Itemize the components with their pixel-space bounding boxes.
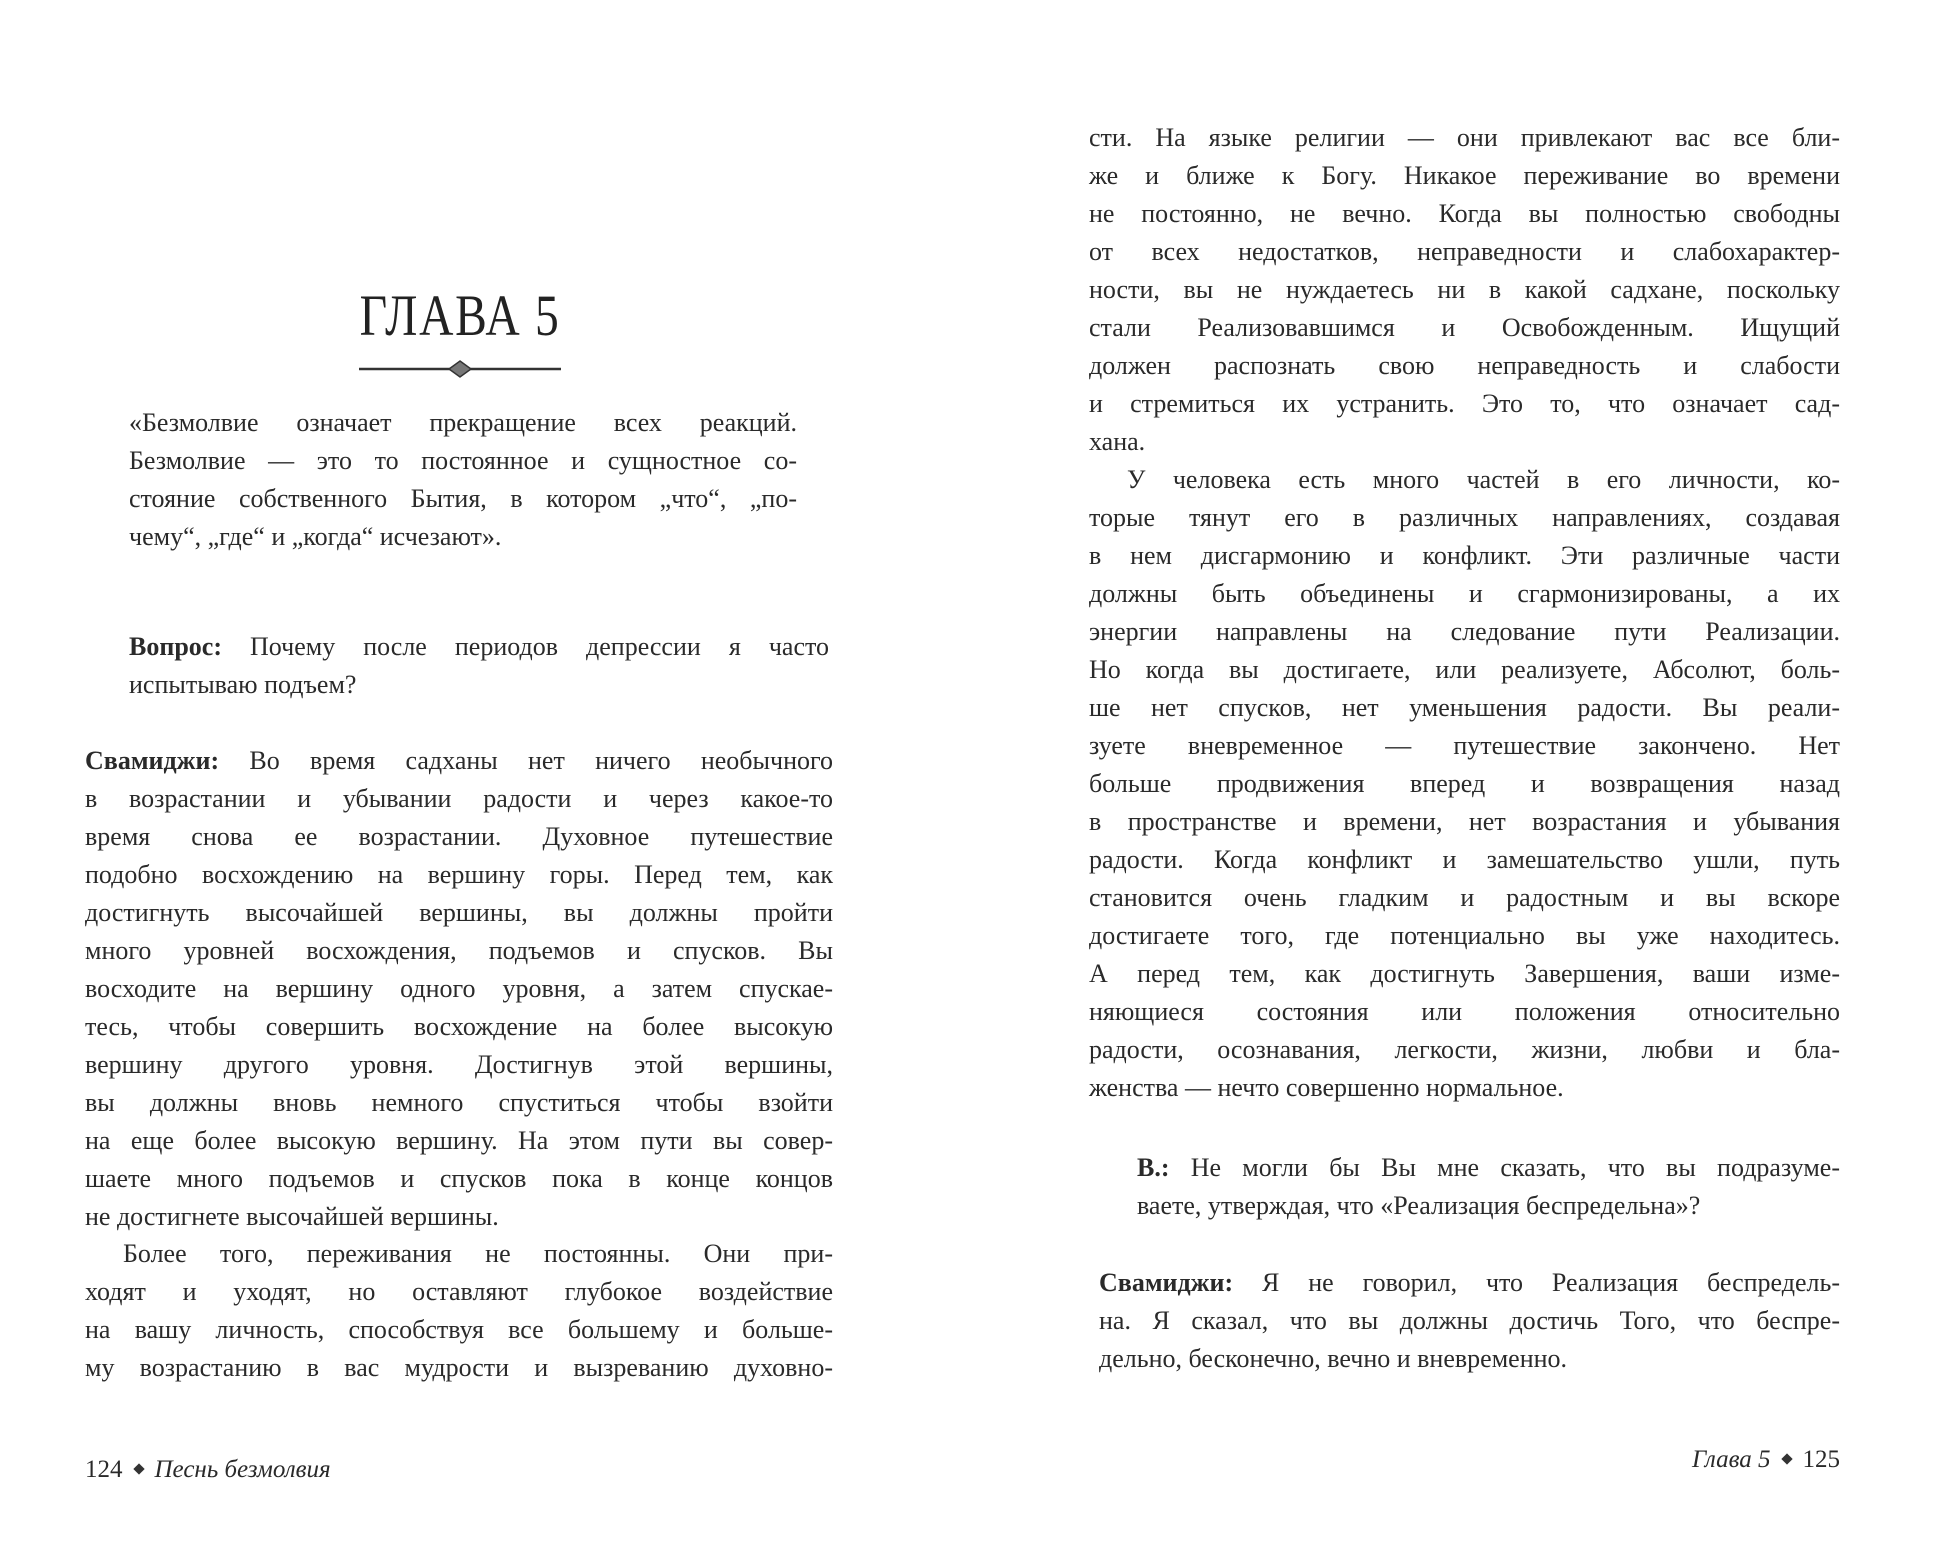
speaker-label: В.: bbox=[1137, 1153, 1170, 1182]
text-line: сти. На языке религии — они привлекают вас все бли- bbox=[1089, 123, 1840, 152]
text-line: в нем дисгармонию и конфликт. Эти различные части bbox=[1089, 541, 1840, 570]
text-line: ше нет спусков, нет уменьшения радости. Вы реали- bbox=[1089, 693, 1840, 722]
text-line bbox=[129, 628, 829, 666]
chapter-title: ГЛАВА 5 bbox=[359, 283, 561, 348]
text-line: в возрастании и убывании радости и через какое-то bbox=[85, 784, 833, 813]
text-line: стали Реализовавшимся и Освобожденным. Ищущий bbox=[1089, 313, 1840, 342]
question-paragraph bbox=[129, 628, 829, 704]
text-line: Более того, переживания не постоянны. Они при- bbox=[123, 1239, 833, 1268]
diamond-icon bbox=[1781, 1453, 1792, 1464]
text-line: радости. Когда конфликт и замешательство ушли, путь bbox=[1089, 845, 1840, 874]
answer-paragraph bbox=[1099, 1264, 1840, 1378]
text-line: Но когда вы достигаете, или реализуете, Абсолют, боль- bbox=[1089, 655, 1840, 684]
text-line: му возрастанию в вас мудрости и вызреванию духовно- bbox=[85, 1353, 833, 1382]
text-line: время снова ее возрастании. Духовное путешествие bbox=[85, 822, 833, 851]
text-line: на вашу личность, способствуя все большему и больше- bbox=[85, 1315, 833, 1344]
diamond-icon bbox=[133, 1463, 144, 1474]
text-line: должны быть объединены и сгармонизированы, а их bbox=[1089, 579, 1840, 608]
text-line bbox=[1137, 1149, 1840, 1187]
text-line: подобно восхождению на вершину горы. Перед тем, как bbox=[85, 860, 833, 889]
body-paragraph bbox=[1089, 461, 1840, 1107]
text-line: не постоянно, не вечно. Когда вы полностью свободны bbox=[1089, 199, 1840, 228]
text-line: от всех недостатков, неправедности и слабохарактер- bbox=[1089, 237, 1840, 266]
text-line: ности, вы не нуждаетесь ни в какой садхане, поскольку bbox=[1089, 275, 1840, 304]
right-page-footer bbox=[1692, 1446, 1840, 1474]
text-line: в пространстве и времени, нет возрастания и убывания bbox=[1089, 807, 1840, 836]
text-line: чему“, „где“ и „когда“ исчезают». bbox=[129, 522, 502, 551]
text-line: радости, осознавания, легкости, жизни, любви и бла- bbox=[1089, 1035, 1840, 1064]
text-line: няющиеся состояния или положения относительно bbox=[1089, 997, 1840, 1026]
line-text: Не могли бы Вы мне сказать, что вы подразуме- bbox=[1169, 1153, 1840, 1182]
text-line: дельно, бесконечно, вечно и вневременно. bbox=[1099, 1344, 1568, 1373]
text-line: испытываю подъем? bbox=[129, 670, 357, 699]
text-line: Безмолвие — это то постоянное и сущностное со- bbox=[129, 446, 797, 475]
question-paragraph bbox=[1137, 1149, 1840, 1225]
line-text: Во время садханы нет ничего необычного bbox=[219, 746, 833, 775]
text-line: ходят и уходят, но оставляют глубокое воздействие bbox=[85, 1277, 833, 1306]
text-line: восходите на вершину одного уровня, а затем спускае- bbox=[85, 974, 833, 1003]
text-line: стояние собственного Бытия, в котором „что“, „по- bbox=[129, 484, 797, 513]
text-line: торые тянут его в различных направлениях, создавая bbox=[1089, 503, 1840, 532]
text-line bbox=[1099, 1264, 1840, 1302]
speaker-label: Свамиджи: bbox=[85, 746, 220, 775]
text-line: же и ближе к Богу. Никакое переживание во времени bbox=[1089, 161, 1840, 190]
text-line bbox=[85, 742, 833, 780]
text-line: тесь, чтобы совершить восхождение на более высокую bbox=[85, 1012, 833, 1041]
text-line: и стремиться их устранить. Это то, что означает сад- bbox=[1089, 389, 1840, 418]
running-title: Глава 5 bbox=[1691, 1446, 1771, 1473]
text-line: становится очень гладким и радостным и вы вскоре bbox=[1089, 883, 1840, 912]
answer-paragraph bbox=[85, 742, 833, 1236]
text-line: достигнуть высочайшей вершины, вы должны пройти bbox=[85, 898, 833, 927]
text-line: ваете, утверждая, что «Реализация беспредельна»? bbox=[1137, 1191, 1701, 1220]
text-line: много уровней восхождения, подъемов и спусков. Вы bbox=[85, 936, 833, 965]
speaker-label: Вопрос: bbox=[129, 632, 222, 661]
text-line: А перед тем, как достигнуть Завершения, ваши изме- bbox=[1089, 959, 1840, 988]
text-line: не достигнете высочайшей вершины. bbox=[85, 1202, 499, 1231]
speaker-label: Свамиджи: bbox=[1099, 1268, 1234, 1297]
body-paragraph bbox=[1089, 119, 1840, 461]
text-line: должен распознать свою неправедность и слабости bbox=[1089, 351, 1840, 380]
text-line: зуете вневременное — путешествие закончено. Нет bbox=[1089, 731, 1840, 760]
line-text: Я не говорил, что Реализация беспредель- bbox=[1233, 1268, 1840, 1297]
text-line: на еще более высокую вершину. На этом пути вы совер- bbox=[85, 1126, 833, 1155]
left-page-footer bbox=[85, 1456, 331, 1484]
text-line: «Безмолвие означает прекращение всех реакций. bbox=[129, 408, 797, 437]
text-line: вы должны вновь немного спуститься чтобы взойти bbox=[85, 1088, 833, 1117]
text-line: хана. bbox=[1089, 427, 1146, 456]
text-line: достигаете того, где потенциально вы уже находитесь. bbox=[1089, 921, 1840, 950]
text-line: больше продвижения вперед и возвращения назад bbox=[1089, 769, 1840, 798]
body-paragraph bbox=[85, 1235, 833, 1387]
text-line: У человека есть много частей в его личности, ко- bbox=[1127, 465, 1840, 494]
line-text: Почему после периодов депрессии я часто bbox=[221, 632, 829, 661]
epigraph bbox=[129, 404, 797, 556]
page-number: 124 bbox=[85, 1456, 123, 1483]
text-line: вершину другого уровня. Достигнув этой вершины, bbox=[85, 1050, 833, 1079]
text-line: женства — нечто совершенно нормальное. bbox=[1089, 1073, 1564, 1102]
running-title: Песнь безмолвия bbox=[154, 1456, 331, 1483]
ornament-divider-icon bbox=[359, 360, 561, 378]
page-number: 125 bbox=[1802, 1446, 1840, 1473]
text-line: на. Я сказал, что вы должны достичь Того, что беспре- bbox=[1099, 1306, 1840, 1335]
text-line: энергии направлены на следование пути Реализации. bbox=[1089, 617, 1840, 646]
text-line: шаете много подъемов и спусков пока в конце концов bbox=[85, 1164, 833, 1193]
